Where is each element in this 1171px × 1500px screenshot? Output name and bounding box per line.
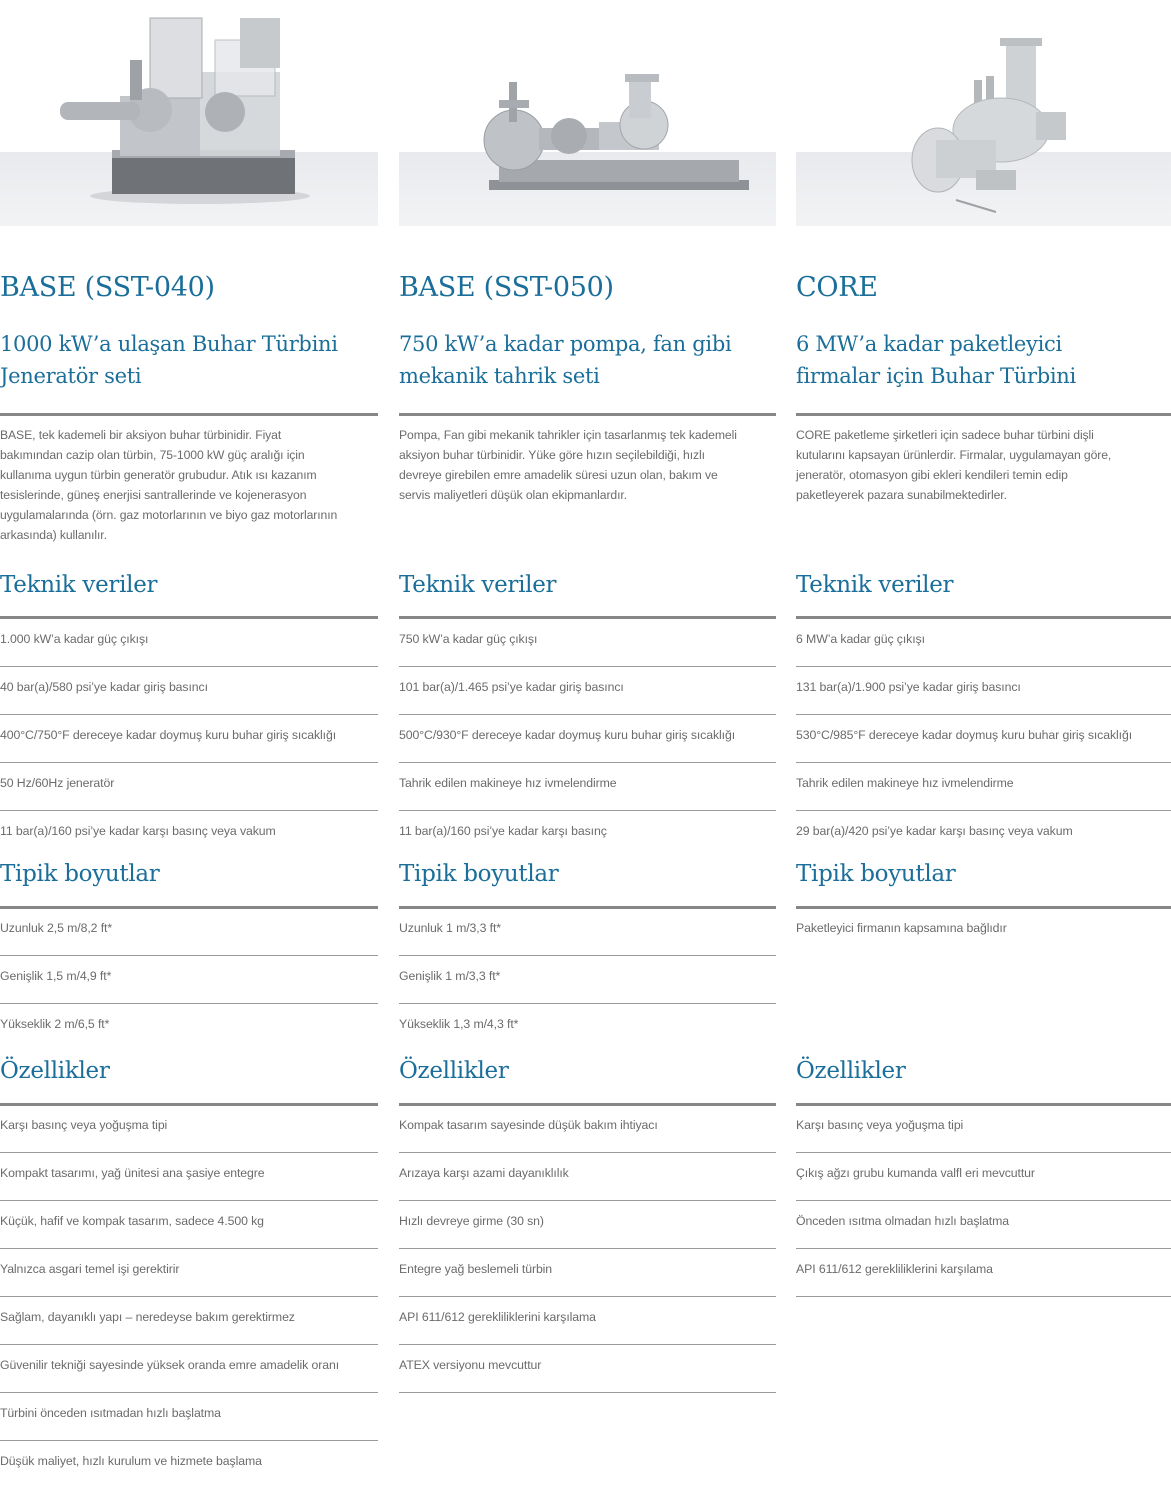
list-item: Genişlik 1 m/3,3 ft* [399,956,776,1004]
list-item: API 611/612 gerekliliklerini karşılama [399,1297,776,1345]
features-list [0,1105,378,1489]
product-image [796,0,1171,228]
divider [0,413,378,416]
product-title: CORE [796,272,878,303]
list-item: 500°C/930°F dereceye kadar doymuş kuru buhar giriş sıcaklığı [399,715,776,763]
list-item: Entegre yağ beslemeli türbin [399,1249,776,1297]
product-title: BASE (SST-050) [399,272,614,303]
list-item: 1.000 kW’a kadar güç çıkışı [0,619,378,667]
list-item: Genişlik 1,5 m/4,9 ft* [0,956,378,1004]
list-item: 11 bar(a)/160 psi’ye kadar karşı basınç [399,824,607,838]
list-item: Hızlı devreye girme (30 sn) [399,1201,776,1249]
tech-data-heading: Teknik veriler [0,572,158,598]
dimensions-list [399,908,776,1052]
dimensions-heading: Tipik boyutlar [399,861,559,887]
list-item: Yalnızca asgari temel işi gerektirir [0,1249,378,1297]
list-item: Küçük, hafif ve kompak tasarım, sadece 4.500 kg [0,1201,378,1249]
product-subtitle: 750 kW’a kadar pompa, fan gibi mekanik tahrik seti [399,332,732,388]
list-item: 400°C/750°F dereceye kadar doymuş kuru buhar giriş sıcaklığı [0,715,378,763]
list-item: Çıkış ağzı grubu kumanda valfl eri mevcuttur [796,1153,1171,1201]
list-item: 50 Hz/60Hz jeneratör [0,763,378,811]
tech-data-list [796,619,1171,859]
list-item: Yükseklik 1,3 m/4,3 ft* [399,1017,519,1031]
turbine-generator-illustration [0,0,378,228]
tech-data-list [0,619,378,859]
features-heading: Özellikler [399,1058,509,1084]
product-image [399,0,776,228]
list-item: Tahrik edilen makineye hız ivmelendirme [399,763,776,811]
list-item: 530°C/985°F dereceye kadar doymuş kuru buhar giriş sıcaklığı [796,715,1171,763]
divider [796,413,1171,416]
product-description: Pompa, Fan gibi mekanik tahrikler için tasarlanmış tek kademeli aksiyon buhar türbinidir. Yüke göre hızın seçilebildiği, hızlı devreye girebilen emre amadelik süresi uzun olan, bakım ve servis maliyetleri düşük olan ekipmanlardır. [399,428,737,502]
list-item: 29 bar(a)/420 psi’ye kadar karşı basınç veya vakum [796,824,1073,838]
product-subtitle: 1000 kW’a ulaşan Buhar Türbini Jeneratör seti [0,332,338,388]
list-item: Türbini önceden ısıtmadan hızlı başlatma [0,1393,378,1441]
product-description: BASE, tek kademeli bir aksiyon buhar türbinidir. Fiyat bakımından cazip olan türbin, 75-1000 kW güç aralığı için kullanıma uygun türbin generatör grubudur. Atık ısı kazanım tesislerinde, güneş enerjisi santrallerinde ve kojenerasyon uygulamalarında (örn. gaz motorlarının ve biyo gaz motorlarının arkasında) kullanılır. [0,428,338,542]
list-item: Arızaya karşı azami dayanıklılık [399,1153,776,1201]
list-item: 6 MW’a kadar güç çıkışı [796,619,1171,667]
tech-data-heading: Teknik veriler [399,572,557,598]
list-item: Yükseklik 2 m/6,5 ft* [0,1017,110,1031]
list-item: Karşı basınç veya yoğuşma tipi [796,1105,1171,1153]
product-description: CORE paketleme şirketleri için sadece buhar türbini dişli kutularını kapsayan ürünlerdir. Firmalar, uygulamayan göre, jeneratör, otomasyon gibi ekleri kendileri temin edip paketleyerek pazara sunabilmektedirler. [796,428,1112,502]
list-item: Karşı basınç veya yoğuşma tipi [0,1105,378,1153]
mechanical-drive-illustration [399,0,776,228]
tech-data-heading: Teknik veriler [796,572,954,598]
dimensions-heading: Tipik boyutlar [796,861,956,887]
list-item: 131 bar(a)/1.900 psi’ye kadar giriş basıncı [796,667,1171,715]
list-item: 40 bar(a)/580 psi’ye kadar giriş basıncı [0,667,378,715]
list-item: Uzunluk 2,5 m/8,2 ft* [0,908,378,956]
list-item: Uzunluk 1 m/3,3 ft* [399,908,776,956]
list-item: Kompak tasarım sayesinde düşük bakım ihtiyacı [399,1105,776,1153]
list-item: 11 bar(a)/160 psi’ye kadar karşı basınç veya vakum [0,824,276,838]
core-turbine-illustration [796,0,1171,228]
product-subtitle: 6 MW’a kadar paketleyici firmalar için Buhar Türbini [796,332,1076,388]
dimensions-heading: Tipik boyutlar [0,861,160,887]
features-list [796,1105,1171,1297]
list-item: Kompakt tasarımı, yağ ünitesi ana şasiye entegre [0,1153,378,1201]
list-item: Paketleyici firmanın kapsamına bağlıdır [796,921,1007,935]
list-item: Önceden ısıtma olmadan hızlı başlatma [796,1201,1171,1249]
list-item: 101 bar(a)/1.465 psi’ye kadar giriş basıncı [399,667,776,715]
product-title: BASE (SST-040) [0,272,215,303]
features-heading: Özellikler [0,1058,110,1084]
tech-data-list [399,619,776,859]
list-item: 750 kW’a kadar güç çıkışı [399,619,776,667]
dimensions-list [796,908,1171,956]
list-item: API 611/612 gerekliliklerini karşılama [796,1249,1171,1297]
list-item: Tahrik edilen makineye hız ivmelendirme [796,763,1171,811]
features-list [399,1105,776,1393]
list-item: Düşük maliyet, hızlı kurulum ve hizmete başlama [0,1454,262,1468]
list-item: Güvenilir tekniği sayesinde yüksek oranda emre amadelik oranı [0,1345,378,1393]
list-item: Sağlam, dayanıklı yapı – neredeyse bakım gerektirmez [0,1297,378,1345]
divider [399,413,776,416]
product-image [0,0,378,228]
features-heading: Özellikler [796,1058,906,1084]
list-item: ATEX versiyonu mevcuttur [399,1345,776,1393]
dimensions-list [0,908,378,1052]
